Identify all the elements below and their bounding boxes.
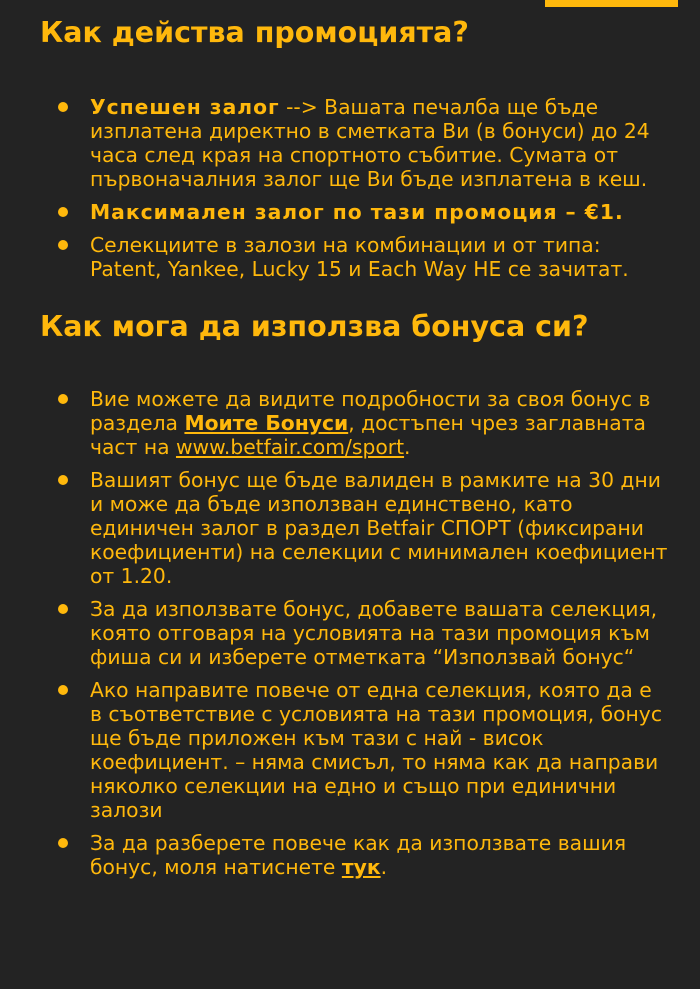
betfair-sport-link[interactable]: www.betfair.com/sport	[175, 435, 405, 459]
how-promo-works-list	[40, 95, 670, 281]
item-text: За да разберете повече как да използвате вашия бонус, моля натиснете	[90, 831, 627, 879]
bullet-icon	[58, 604, 68, 614]
list-item	[40, 597, 670, 669]
here-link[interactable]: тук	[341, 855, 381, 879]
item-text: Вашият бонус ще бъде валиден в рамките на 30 дни и може да бъде използван единствено, като единичен залог в раздел Betfair СПОРТ (фиксирани коефициенти) на селекции с минимален коефициент от 1.20.	[90, 468, 668, 588]
bullet-icon	[58, 240, 68, 250]
list-item	[40, 200, 670, 224]
item-text: За да използвате бонус, добавете вашата селекция, която отговаря на условията на тази промоция към фиша си и изберете отметката “Използвай бонус“	[90, 597, 658, 669]
item-text: Вие можете да видите подробности за своя бонус в раздела	[90, 387, 651, 435]
item-text: .	[380, 855, 388, 879]
how-to-use-bonus-list	[40, 387, 670, 879]
item-strong-text: Максимален залог по тази промоция – €1.	[90, 200, 624, 224]
bullet-icon	[58, 685, 68, 695]
promo-terms-content	[40, 0, 670, 888]
list-item	[40, 233, 670, 281]
item-text: .	[404, 435, 411, 459]
bullet-icon	[58, 838, 68, 848]
how-to-use-bonus-heading: Как мога да използва бонуса си?	[40, 310, 589, 343]
list-item	[40, 678, 670, 822]
bullet-icon	[58, 394, 68, 404]
item-text: , достъпен чрез заглавната част на	[90, 411, 646, 459]
bullet-icon	[58, 475, 68, 485]
item-text: Селекциите в залози на комбинации и от типа: Patent, Yankee, Lucky 15 и Each Way НЕ се зачитат.	[90, 233, 629, 281]
item-text: Ако направите повече от една селекция, която да е в съответствие с условията на тази промоция, бонус ще бъде приложен към тази с най - висок коефициент. – няма смисъл, то няма как да направи няколко селекции на едно и също при единични залози	[90, 678, 662, 822]
bullet-icon	[58, 207, 68, 217]
bullet-icon	[58, 102, 68, 112]
list-item	[40, 468, 670, 588]
item-strong-text: Успешен залог	[90, 95, 280, 119]
list-item	[40, 831, 670, 879]
item-text: --> Вашата печалба ще бъде изплатена директно в сметката Ви (в бонуси) до 24 часа след края на спортното събитие. Сумата от първоначалния залог ще Ви бъде изплатена в кеш.	[90, 95, 650, 191]
my-bonuses-link[interactable]: Моите Бонуси	[184, 411, 349, 435]
list-item	[40, 95, 670, 191]
how-promo-works-heading: Как действа промоцията?	[40, 16, 469, 49]
list-item	[40, 387, 670, 459]
